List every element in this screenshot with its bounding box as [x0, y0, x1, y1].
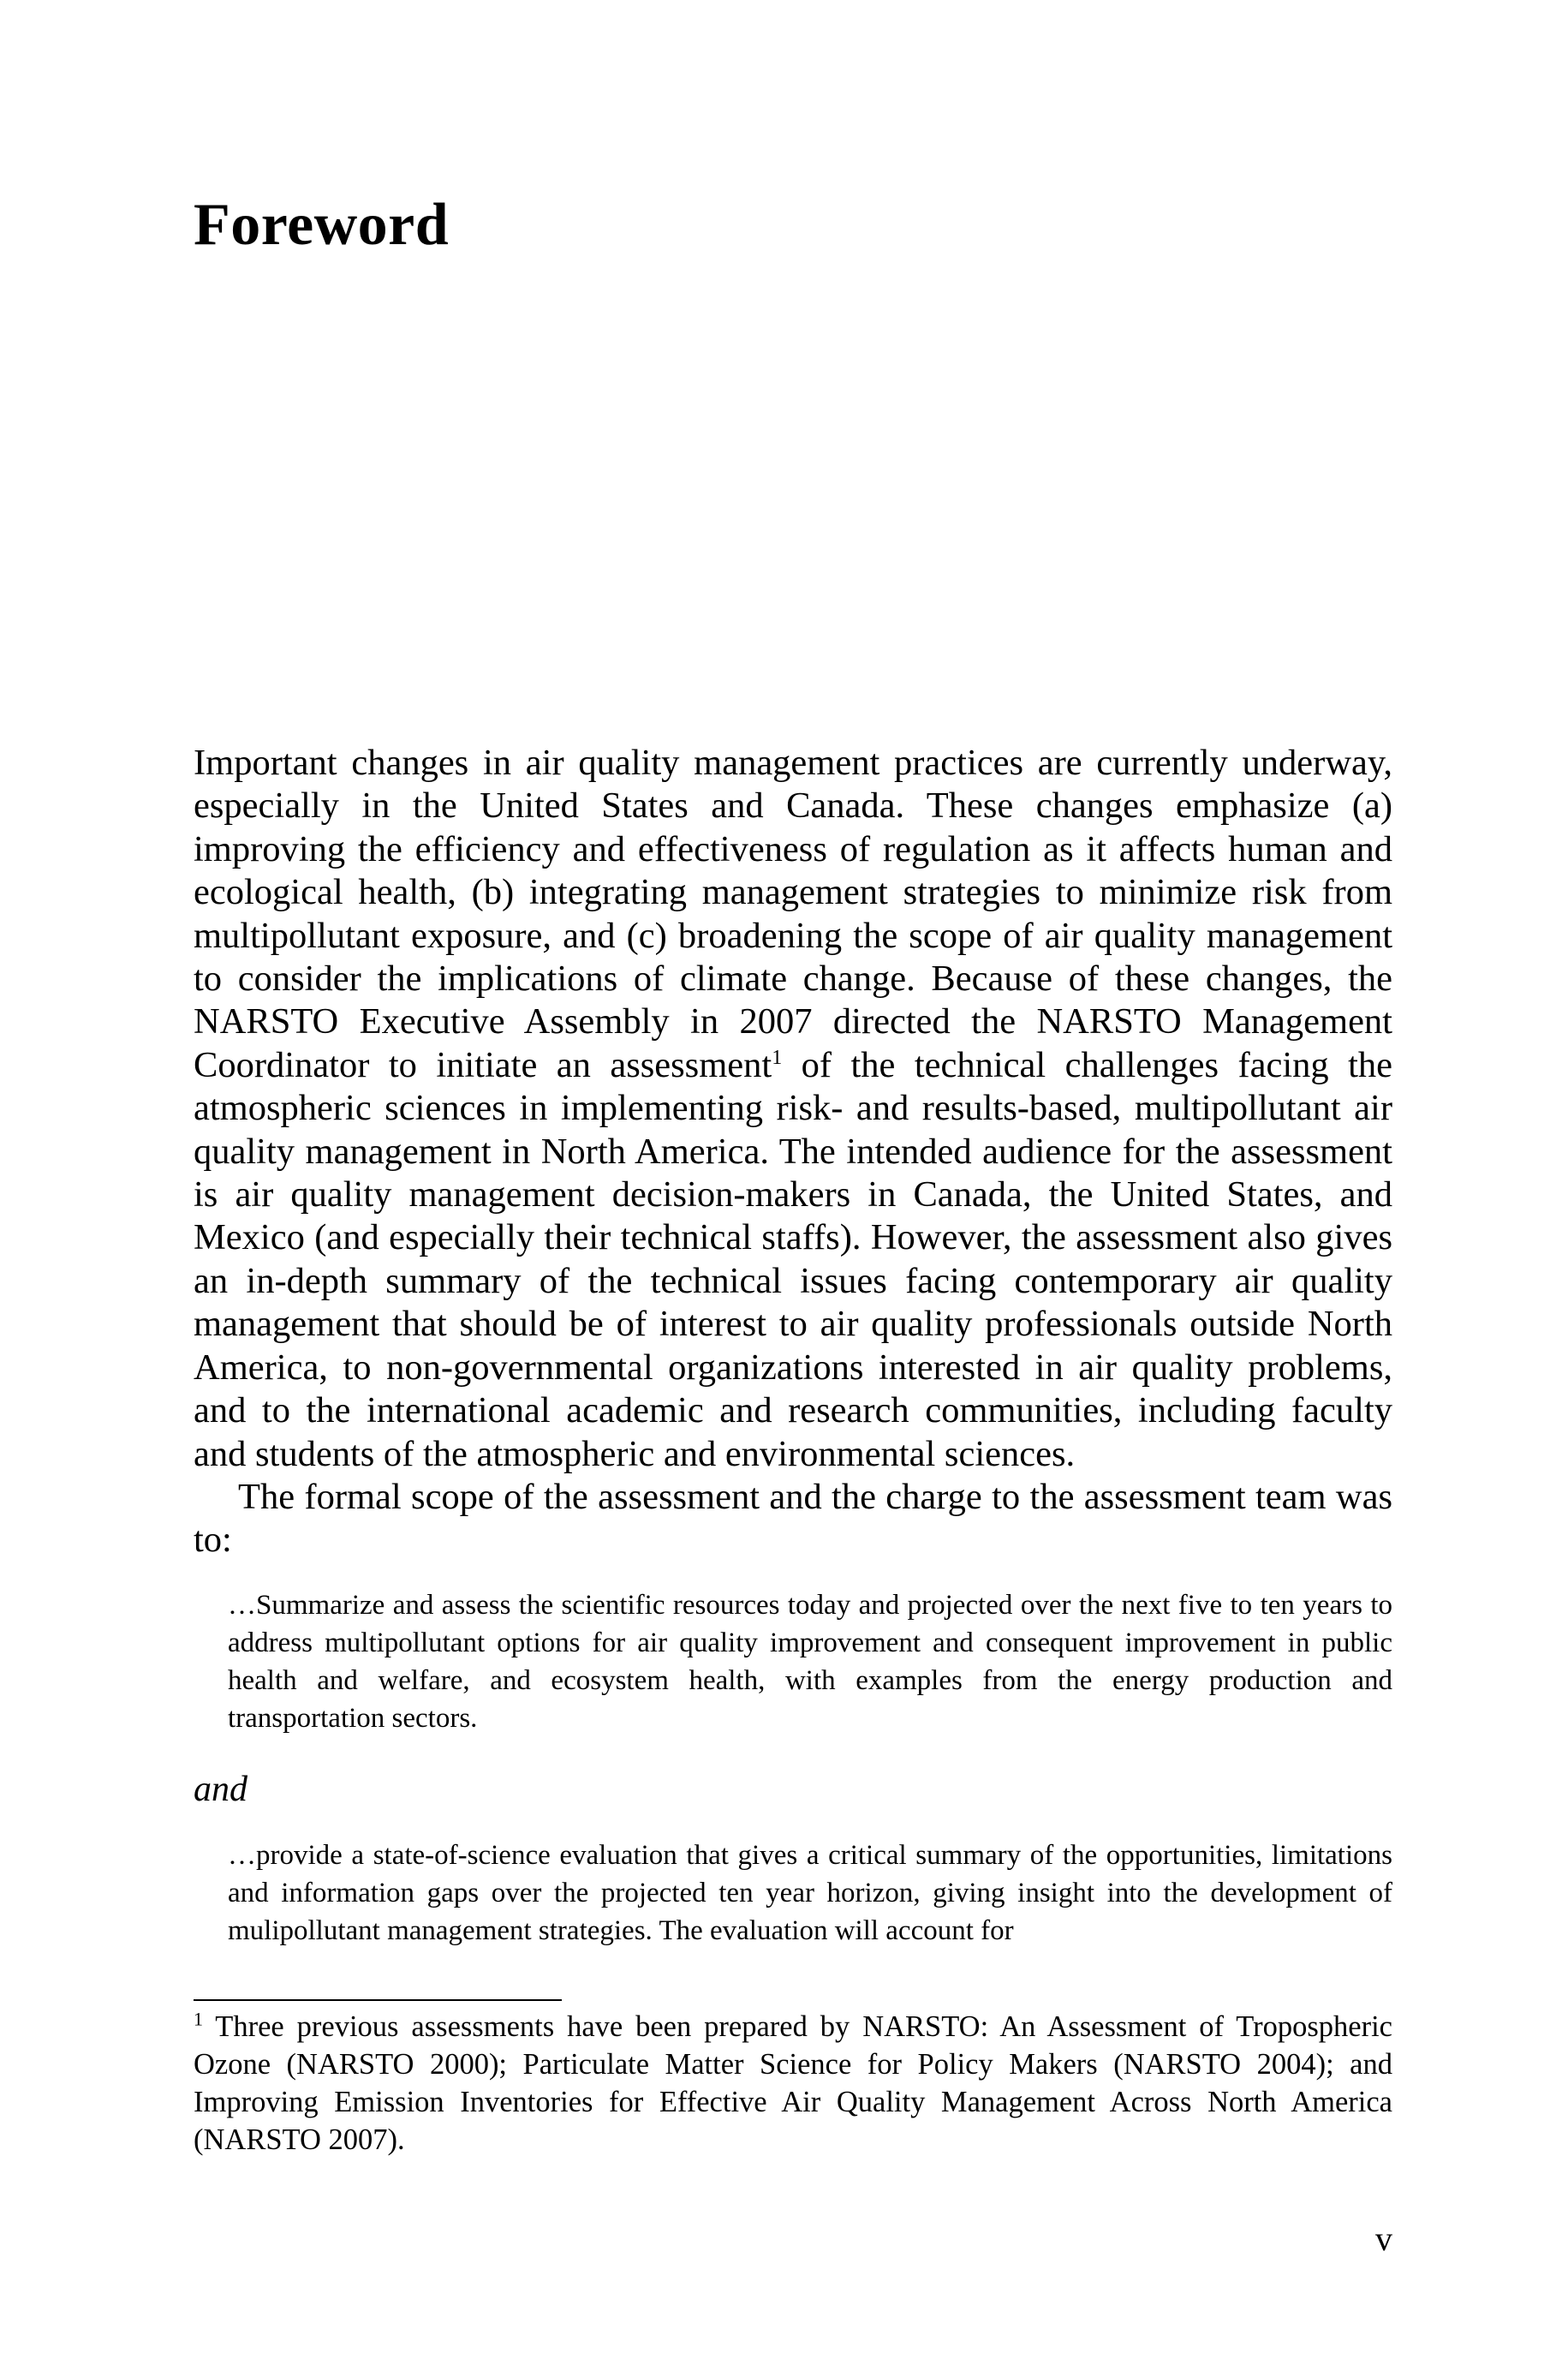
paragraph-scope: The formal scope of the assessment and the charge to the assessment team was to: [194, 1476, 1392, 1561]
paragraph-intro-part2: of the technical challenges facing the atmospheric sciences in implementing risk- and results-based, multipollutant air quality management in North America. The intended audience for the assessment is air quality management decision-makers in Canada, the United States, and Mexico (and especially their technical staffs). However, the assessment also gives an in-depth summary of the technical issues facing contemporary air quality management that should be of interest to air quality professionals outside North America, to non-governmental organizations interested in air quality problems, and to the international academic and research communities, including faculty and students of the atmospheric and environmental sciences. [194, 1044, 1393, 1474]
paragraph-intro [194, 742, 1392, 1476]
paragraph-intro-part1: Important changes in air quality management practices are currently underway, especially in the United States and Canada. These changes emphasize (a) improving the efficiency and effectiveness of regulation as it affects human and ecological health, (b) integrating management strategies to minimize risk from multipollutant exposure, and (c) broadening the scope of air quality management to consider the implications of climate change. Because of these changes, the NARSTO Executive Assembly in 2007 directed the NARSTO Management Coordinator to initiate an assessment [194, 743, 1392, 1085]
quote-charge-2: …provide a state-of-science evaluation that gives a critical summary of the opportunities, limitations and information gaps over the projected ten year horizon, giving insight into the development of mulipollutant management strategies. The evaluation will account for [228, 1839, 1392, 1946]
connector-and: and [194, 1769, 247, 1809]
footnote-number: 1 [194, 2008, 203, 2030]
footnote [194, 2008, 1392, 2159]
body-text [194, 742, 1392, 1950]
page-number: v [1375, 2219, 1392, 2258]
page-title: Foreword [194, 192, 450, 258]
book-page [194, 0, 1392, 2377]
footnote-text: Three previous assessments have been prepared by NARSTO: An Assessment of Tropospheric Ozone (NARSTO 2000); Particulate Matter Science for Policy Makers (NARSTO 2004); and Improving Emission Inventories for Effective Air Quality Management Across North America (NARSTO 2007). [194, 2010, 1392, 2156]
footnote-reference[interactable]: 1 [772, 1046, 783, 1069]
quote-charge-1: …Summarize and assess the scientific resources today and projected over the next five to ten years to address multipollutant options for air quality improvement and consequent improvement in public health and welfare, and ecosystem health, with examples from the energy production and transportation sectors. [228, 1589, 1392, 1734]
footnote-divider [194, 1999, 562, 2001]
